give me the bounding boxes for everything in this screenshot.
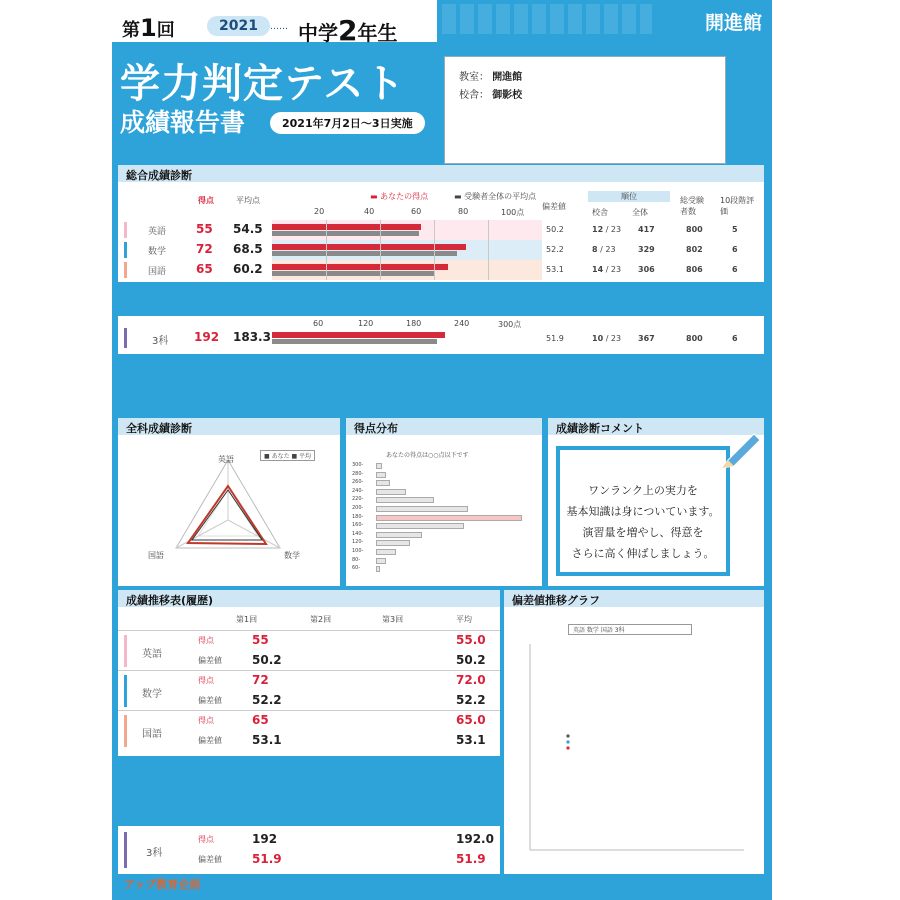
history-score-label: 得点: [198, 636, 214, 645]
rank-school-total: / 23: [600, 245, 616, 254]
subject-rank-school: [592, 245, 616, 254]
subject-dev: 53.1: [546, 265, 564, 274]
brand-name: 開進館: [704, 12, 762, 34]
history-col-avg: 平均: [456, 615, 472, 624]
subject-name: 英語: [148, 227, 167, 237]
dist-bar: [376, 489, 406, 495]
history-total-marker: [124, 832, 127, 868]
school-level: 中学: [298, 21, 338, 45]
radar-label-top: 英語: [218, 455, 234, 464]
subject-score: 65: [196, 262, 213, 276]
total-dev: 51.9: [546, 334, 564, 343]
dist-bar: [376, 480, 390, 486]
dist-row-label: 100-: [352, 548, 364, 554]
comment-line-4: さらに高く伸ばしましょう。: [571, 547, 715, 560]
history-subject-name: 英語: [142, 649, 162, 660]
legend-avg-text: 受験者全体の平均点: [464, 192, 537, 201]
rank-school-value: 14: [592, 265, 604, 274]
overall-row: [118, 260, 764, 280]
subject-marker: [124, 242, 127, 258]
grade-label: [298, 14, 397, 47]
comment-line-3: 演習量を増やし、得意を: [582, 526, 704, 539]
history-total-score-label: 得点: [198, 835, 214, 844]
rank-school-total: / 23: [605, 265, 622, 274]
history-score: 72: [252, 673, 269, 687]
subject-total: 806: [686, 265, 703, 274]
dist-bar: [376, 566, 380, 572]
round-number: 1: [140, 14, 157, 42]
round-label: [122, 14, 175, 42]
comment-frame: [556, 446, 730, 576]
subject-rank-school: [592, 265, 621, 274]
round-suffix: 回: [156, 20, 175, 41]
history-dev-label: 偏差値: [198, 736, 222, 745]
total-tick-240: 240: [454, 319, 470, 328]
dist-row-label: 200-: [352, 505, 364, 511]
history-col-headers: [188, 614, 488, 628]
grade-number: 2: [338, 14, 358, 47]
dist-bar: [376, 463, 382, 469]
distribution-chart-title: あなたの得点は○○点以下です: [386, 452, 469, 459]
report-sheet: [112, 0, 772, 900]
dist-row-label: 60-: [352, 565, 361, 572]
classroom-row: [459, 69, 711, 87]
dist-row-label: 220-: [352, 496, 364, 503]
radar-section-title: 全科成績診断: [118, 418, 340, 435]
dist-bar: [376, 540, 410, 546]
total-tick-180: 180: [406, 319, 422, 328]
dist-row-label: 80-: [352, 556, 361, 563]
subject-name: 国語: [148, 267, 167, 277]
subject-rank-all: 417: [638, 225, 655, 234]
history-section-title: 成績推移表(履歴): [118, 590, 500, 607]
history-score: 65: [252, 713, 269, 727]
school-value: 御影校: [492, 90, 523, 101]
col-avg-header: 平均点: [236, 196, 260, 205]
radar-label-right: 数学: [284, 551, 300, 560]
radar-legend: ■ あなた ■ 平均: [260, 450, 315, 461]
history-panel: [118, 590, 500, 756]
history-subject-name: 国語: [142, 729, 162, 740]
overall-table: [118, 187, 764, 282]
subject-rank-all: 329: [638, 245, 655, 254]
dist-row-label: 260-: [352, 479, 364, 486]
dotted-separator: ……: [270, 22, 288, 32]
subject-dev: 50.2: [546, 225, 564, 234]
history-dev: 50.2: [252, 653, 282, 667]
subject-score: 55: [196, 222, 213, 236]
subject-dev: 52.2: [546, 245, 564, 254]
header-pattern: [442, 4, 652, 34]
grade-suffix: 年生: [357, 21, 398, 45]
rank-school-total: / 23: [605, 225, 622, 234]
comment-body: [560, 450, 726, 572]
report-subtitle: 成績報告書: [120, 108, 246, 137]
dist-bar: [376, 506, 468, 512]
dist-bar: [376, 558, 386, 564]
total-avg: 183.3: [233, 330, 271, 344]
footer-logo: アップ教育企画: [124, 878, 201, 891]
history-dev-avg: 52.2: [456, 693, 486, 707]
subject-avg: 54.5: [233, 222, 263, 236]
report-title: 学力判定テスト: [120, 61, 406, 107]
history-total-panel: [118, 826, 500, 874]
dist-bar: [376, 532, 422, 538]
dist-row-label: 120-: [352, 539, 364, 546]
history-col-1: 第1回: [236, 615, 258, 624]
total-bar-chart: [272, 330, 542, 348]
year-chip: 2021: [207, 16, 270, 36]
history-score-label: 得点: [198, 716, 214, 725]
total-panel: [118, 316, 764, 354]
total-tick-300: 300点: [498, 320, 522, 329]
round-prefix: 第: [122, 20, 140, 41]
subject-total: 802: [686, 245, 703, 254]
history-subject-marker: [124, 715, 127, 747]
dist-row-label: 180-: [352, 513, 364, 520]
tick-40: 40: [364, 207, 375, 216]
history-subject-block: [118, 630, 500, 670]
dist-bar: [376, 523, 464, 529]
tick-100: 100点: [501, 208, 525, 217]
subject-rank-school: [592, 225, 621, 234]
dist-bar: [376, 549, 396, 555]
subject-marker: [124, 262, 127, 278]
col-dev-header: 偏差値: [542, 202, 566, 211]
total-rank-school-value: 10: [592, 334, 604, 343]
rank-school-value: 12: [592, 225, 604, 234]
dev-graph-panel: [504, 590, 764, 874]
history-total-name: 3科: [146, 848, 163, 859]
subject-eval: 5: [732, 225, 738, 234]
comment-section-title: 成績診断コメント: [548, 418, 764, 435]
history-dev-avg: 50.2: [456, 653, 486, 667]
overall-panel: [118, 165, 764, 282]
distribution-section-title: 得点分布: [346, 418, 542, 435]
dev-point-math: [566, 740, 569, 743]
col-rank-school-header: 校舎: [592, 208, 608, 217]
history-dev-label: 偏差値: [198, 656, 222, 665]
total-examinees: 800: [686, 334, 703, 343]
rank-school-value: 8: [592, 245, 598, 254]
dev-point-total: [566, 746, 569, 749]
total-rank-school: [592, 334, 621, 343]
radar-panel: [118, 418, 340, 586]
distribution-chart: [352, 462, 532, 580]
dev-graph-chart: [522, 640, 752, 860]
subject-marker: [124, 222, 127, 238]
total-avg-bar: [272, 339, 437, 344]
history-score: 55: [252, 633, 269, 647]
subject-eval: 6: [732, 265, 738, 274]
comment-panel: [548, 418, 764, 586]
dev-graph-legend: 英語 数学 国語 3科: [568, 624, 692, 635]
pencil-icon: [716, 428, 760, 474]
subject-eval: 6: [732, 245, 738, 254]
overall-row: [118, 240, 764, 260]
tick-80: 80: [458, 207, 469, 216]
history-col-2: 第2回: [310, 615, 332, 624]
subject-score: 72: [196, 242, 213, 256]
legend-mine-text: あなたの得点: [380, 192, 429, 201]
total-tick-120: 120: [358, 319, 374, 328]
overall-row: [118, 220, 764, 240]
comment-line-2: 基本知識は身についています。: [566, 505, 720, 518]
dist-row-label: 160-: [352, 522, 364, 529]
history-score-label: 得点: [198, 676, 214, 685]
school-label: 校舎：: [459, 90, 489, 101]
history-subject-block: [118, 710, 500, 750]
history-total-dev-label: 偏差値: [198, 855, 222, 864]
dist-row-label: 140-: [352, 530, 364, 537]
dist-row-label: 280-: [352, 470, 364, 477]
dev-graph-section-title: 偏差値推移グラフ: [504, 590, 764, 607]
history-total-score-avg: 192.0: [456, 832, 494, 846]
total-rank-school-total: / 23: [605, 334, 622, 343]
total-name: 3科: [152, 336, 169, 347]
col-rank-all-header: 全体: [632, 208, 648, 217]
total-score-bar: [272, 332, 445, 338]
total-rank-all: 367: [638, 334, 655, 343]
history-subject-marker: [124, 675, 127, 707]
subject-name: 数学: [148, 247, 167, 257]
dist-row-label: 240-: [352, 487, 364, 494]
school-row: [459, 87, 711, 105]
student-info-box: [444, 56, 726, 164]
col-total-header: 総受験者数: [680, 196, 704, 216]
history-subject-block: [118, 670, 500, 710]
history-total-dev: 51.9: [252, 852, 282, 866]
col-rank-header: 順位: [588, 191, 670, 202]
history-score-avg: 72.0: [456, 673, 486, 687]
classroom-label: 教室：: [459, 72, 489, 83]
dist-row-label: 300-: [352, 462, 364, 468]
history-total-dev-avg: 51.9: [456, 852, 486, 866]
subject-avg: 68.5: [233, 242, 263, 256]
legend-avg: ▬ 受験者全体の平均点: [454, 192, 537, 201]
total-marker: [124, 328, 127, 348]
col-score-header: 得点: [198, 196, 214, 205]
history-dev-avg: 53.1: [456, 733, 486, 747]
subject-total: 800: [686, 225, 703, 234]
dev-point-eng: [566, 734, 569, 737]
radar-label-left: 国語: [148, 551, 164, 560]
history-dev-label: 偏差値: [198, 696, 222, 705]
history-subject-marker: [124, 635, 127, 667]
overall-section-title: 総合成績診断: [118, 165, 764, 182]
history-score-avg: 65.0: [456, 713, 486, 727]
history-score-avg: 55.0: [456, 633, 486, 647]
total-eval: 6: [732, 334, 738, 343]
dist-bar: [376, 515, 522, 521]
test-date: 2021年7月2日～3日実施: [270, 112, 425, 134]
history-dev: 53.1: [252, 733, 282, 747]
comment-line-1: ワンランク上の実力を: [588, 484, 698, 497]
tick-60: 60: [411, 207, 422, 216]
history-col-3: 第3回: [382, 615, 404, 624]
subject-avg: 60.2: [233, 262, 263, 276]
distribution-panel: [346, 418, 542, 586]
history-dev: 52.2: [252, 693, 282, 707]
total-tick-60: 60: [313, 319, 324, 328]
col-eval-header: 10段階評価: [720, 196, 755, 216]
classroom-value: 開進館: [492, 72, 523, 83]
total-score: 192: [194, 330, 220, 344]
legend-mine: ▬ あなたの得点: [370, 192, 429, 201]
history-total-score: 192: [252, 832, 278, 846]
subject-rank-all: 306: [638, 265, 655, 274]
history-subject-name: 数学: [142, 689, 162, 700]
dist-bar: [376, 497, 434, 503]
dist-bar: [376, 472, 386, 478]
tick-20: 20: [314, 207, 325, 216]
